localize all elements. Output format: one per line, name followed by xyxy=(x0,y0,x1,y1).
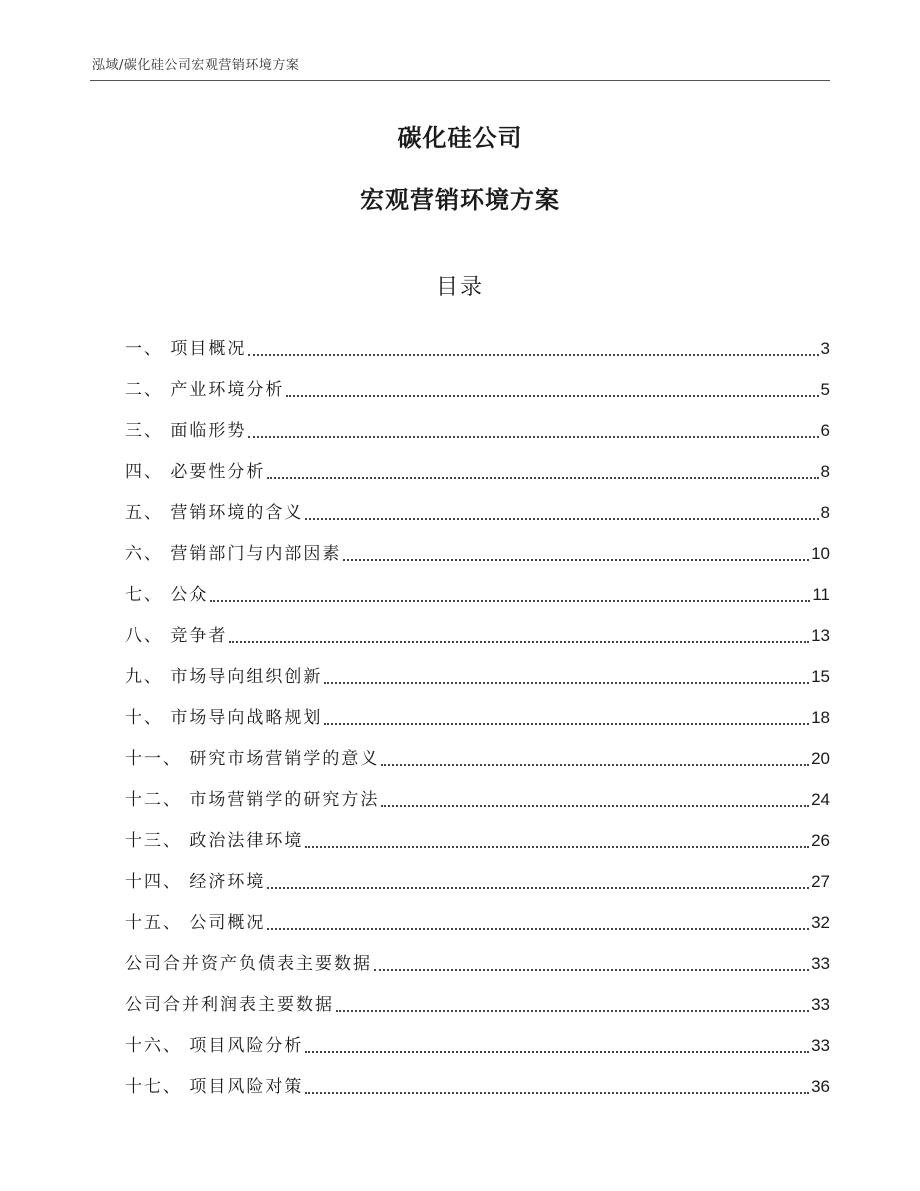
toc-dot-leader xyxy=(286,395,818,397)
toc-entry[interactable] xyxy=(125,486,830,527)
toc-entry-label: 八、 竞争者 xyxy=(125,626,228,646)
toc-entry-page-number: 33 xyxy=(811,995,830,1014)
toc-entry-page-number: 3 xyxy=(820,339,830,358)
toc-entry[interactable] xyxy=(125,896,830,937)
toc-entry-label: 十六、 项目风险分析 xyxy=(125,1036,304,1056)
toc-dot-leader xyxy=(381,764,809,766)
toc-entry[interactable] xyxy=(125,937,830,978)
toc-dot-leader xyxy=(336,1010,809,1012)
toc-entry-page-number: 18 xyxy=(811,708,830,727)
toc-entry[interactable] xyxy=(125,568,830,609)
toc-entry-page-number: 24 xyxy=(811,790,830,809)
toc-dot-leader xyxy=(267,477,818,479)
toc-entry-label: 一、 项目概况 xyxy=(125,339,247,359)
toc-dot-leader xyxy=(248,436,818,438)
toc-entry-label: 十五、 公司概况 xyxy=(125,913,266,933)
table-of-contents xyxy=(125,322,830,1101)
toc-entry[interactable] xyxy=(125,404,830,445)
toc-entry-page-number: 26 xyxy=(811,831,830,850)
toc-entry-page-number: 6 xyxy=(820,421,830,440)
document-title-line2: 宏观营销环境方案 xyxy=(360,186,560,214)
toc-heading: 目录 xyxy=(435,275,484,300)
toc-dot-leader xyxy=(210,600,810,602)
toc-entry-label: 九、 市场导向组织创新 xyxy=(125,667,323,687)
toc-dot-leader xyxy=(343,559,809,561)
toc-entry-page-number: 33 xyxy=(811,1036,830,1055)
toc-dot-leader xyxy=(324,723,809,725)
toc-dot-leader xyxy=(381,805,809,807)
toc-entry-page-number: 20 xyxy=(811,749,830,768)
toc-entry[interactable] xyxy=(125,691,830,732)
toc-entry[interactable] xyxy=(125,322,830,363)
toc-dot-leader xyxy=(374,969,809,971)
toc-entry-page-number: 8 xyxy=(820,503,830,522)
toc-entry-label: 十二、 市场营销学的研究方法 xyxy=(125,790,380,810)
toc-entry-label: 四、 必要性分析 xyxy=(125,462,266,482)
toc-entry[interactable] xyxy=(125,609,830,650)
toc-dot-leader xyxy=(267,928,809,930)
toc-entry-label: 公司合并资产负债表主要数据 xyxy=(125,954,372,974)
toc-entry-label: 十七、 项目风险对策 xyxy=(125,1077,304,1097)
toc-entry-label: 六、 营销部门与内部因素 xyxy=(125,544,342,564)
toc-entry-label: 公司合并利润表主要数据 xyxy=(125,995,334,1015)
toc-dot-leader xyxy=(305,1051,809,1053)
toc-entry-page-number: 11 xyxy=(812,585,830,604)
toc-entry-page-number: 15 xyxy=(811,667,830,686)
toc-entry[interactable] xyxy=(125,814,830,855)
toc-entry[interactable] xyxy=(125,1019,830,1060)
toc-dot-leader xyxy=(229,641,809,643)
toc-dot-leader xyxy=(324,682,809,684)
toc-entry-label: 二、 产业环境分析 xyxy=(125,380,285,400)
toc-entry[interactable] xyxy=(125,650,830,691)
toc-dot-leader xyxy=(305,1092,809,1094)
toc-entry[interactable] xyxy=(125,527,830,568)
toc-entry[interactable] xyxy=(125,773,830,814)
toc-entry-page-number: 13 xyxy=(811,626,830,645)
toc-entry-page-number: 5 xyxy=(820,380,830,399)
toc-entry-page-number: 32 xyxy=(811,913,830,932)
toc-entry-page-number: 27 xyxy=(811,872,830,891)
toc-entry-label: 十一、 研究市场营销学的意义 xyxy=(125,749,380,769)
toc-entry-label: 十、 市场导向战略规划 xyxy=(125,708,323,728)
toc-entry-label: 五、 营销环境的含义 xyxy=(125,503,304,523)
header-divider xyxy=(90,80,830,81)
page-header: 泓域/碳化硅公司宏观营销环境方案 xyxy=(92,58,300,73)
toc-entry-page-number: 33 xyxy=(811,954,830,973)
toc-dot-leader xyxy=(248,354,818,356)
toc-entry[interactable] xyxy=(125,732,830,773)
toc-entry-label: 十三、 政治法律环境 xyxy=(125,831,304,851)
toc-dot-leader xyxy=(305,846,809,848)
document-title-line1: 碳化硅公司 xyxy=(397,124,523,152)
toc-entry[interactable] xyxy=(125,855,830,896)
toc-entry[interactable] xyxy=(125,978,830,1019)
toc-entry[interactable] xyxy=(125,1060,830,1101)
toc-entry-page-number: 36 xyxy=(811,1077,830,1096)
toc-entry-page-number: 10 xyxy=(811,544,830,563)
toc-entry-label: 十四、 经济环境 xyxy=(125,872,266,892)
toc-dot-leader xyxy=(267,887,809,889)
toc-dot-leader xyxy=(305,518,818,520)
toc-entry-label: 七、 公众 xyxy=(125,585,209,605)
toc-entry[interactable] xyxy=(125,363,830,404)
toc-entry[interactable] xyxy=(125,445,830,486)
toc-entry-label: 三、 面临形势 xyxy=(125,421,247,441)
toc-entry-page-number: 8 xyxy=(820,462,830,481)
